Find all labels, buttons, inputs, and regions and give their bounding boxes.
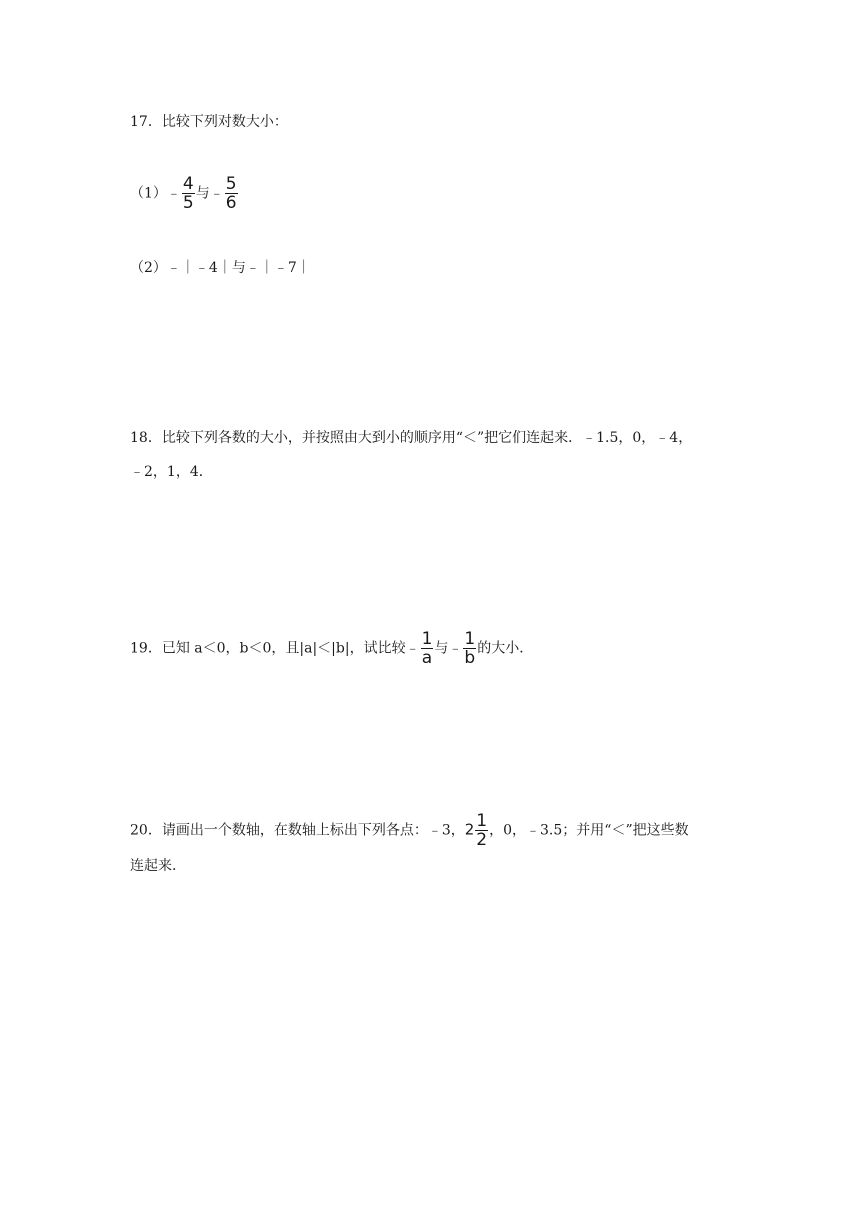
fraction-five-sixths <box>225 175 238 212</box>
fraction-denominator: a <box>421 648 433 668</box>
fraction-numerator: 4 <box>182 174 194 194</box>
question-20-suffix: ，0，﹣3.5；并用“＜”把这些数 <box>489 822 689 839</box>
question-18-line-2: ﹣2，1，4． <box>130 464 213 480</box>
question-19 <box>130 630 533 667</box>
question-17-part-1 <box>130 175 239 212</box>
fraction-denominator: 6 <box>225 193 237 213</box>
fraction-denominator: 5 <box>182 193 194 213</box>
minus-sign: ﹣ <box>209 185 224 202</box>
question-19-prefix: 19．已知 a＜0，b＜0，且|a|＜|b|，试比较﹣ <box>130 640 420 657</box>
question-19-suffix: 的大小． <box>477 640 534 657</box>
fraction-numerator: 1 <box>476 811 488 831</box>
conjunction: 与 <box>195 185 210 202</box>
question-17-title: 17．比较下列对数大小： <box>130 114 288 130</box>
question-18-line-1: 18．比较下列各数的大小，并按照由大到小的顺序用“＜”把它们连起来．﹣1.5，0，﹣4， <box>130 430 693 446</box>
fraction-denominator: b <box>464 648 476 668</box>
question-20-line-1 <box>130 812 689 849</box>
fraction-denominator: 2 <box>476 830 488 850</box>
fraction-one-half <box>475 812 488 849</box>
fraction-one-over-b <box>463 630 476 667</box>
fraction-one-over-a <box>421 630 434 667</box>
question-20-line-2: 连起来． <box>130 858 186 874</box>
fraction-numerator: 5 <box>225 174 237 194</box>
question-20-prefix: 20．请画出一个数轴，在数轴上标出下列各点：﹣3， <box>130 822 465 839</box>
part-label: （1） <box>130 185 167 202</box>
fraction-numerator: 1 <box>464 629 476 649</box>
mixed-number-whole: 2 <box>464 820 475 839</box>
fraction-numerator: 1 <box>421 629 433 649</box>
fraction-four-fifths <box>182 175 195 212</box>
question-17-part-2: （2）﹣｜﹣4｜与﹣｜﹣7｜ <box>130 260 311 276</box>
minus-sign: ﹣ <box>166 185 181 202</box>
question-19-mid: 与﹣ <box>434 640 463 657</box>
